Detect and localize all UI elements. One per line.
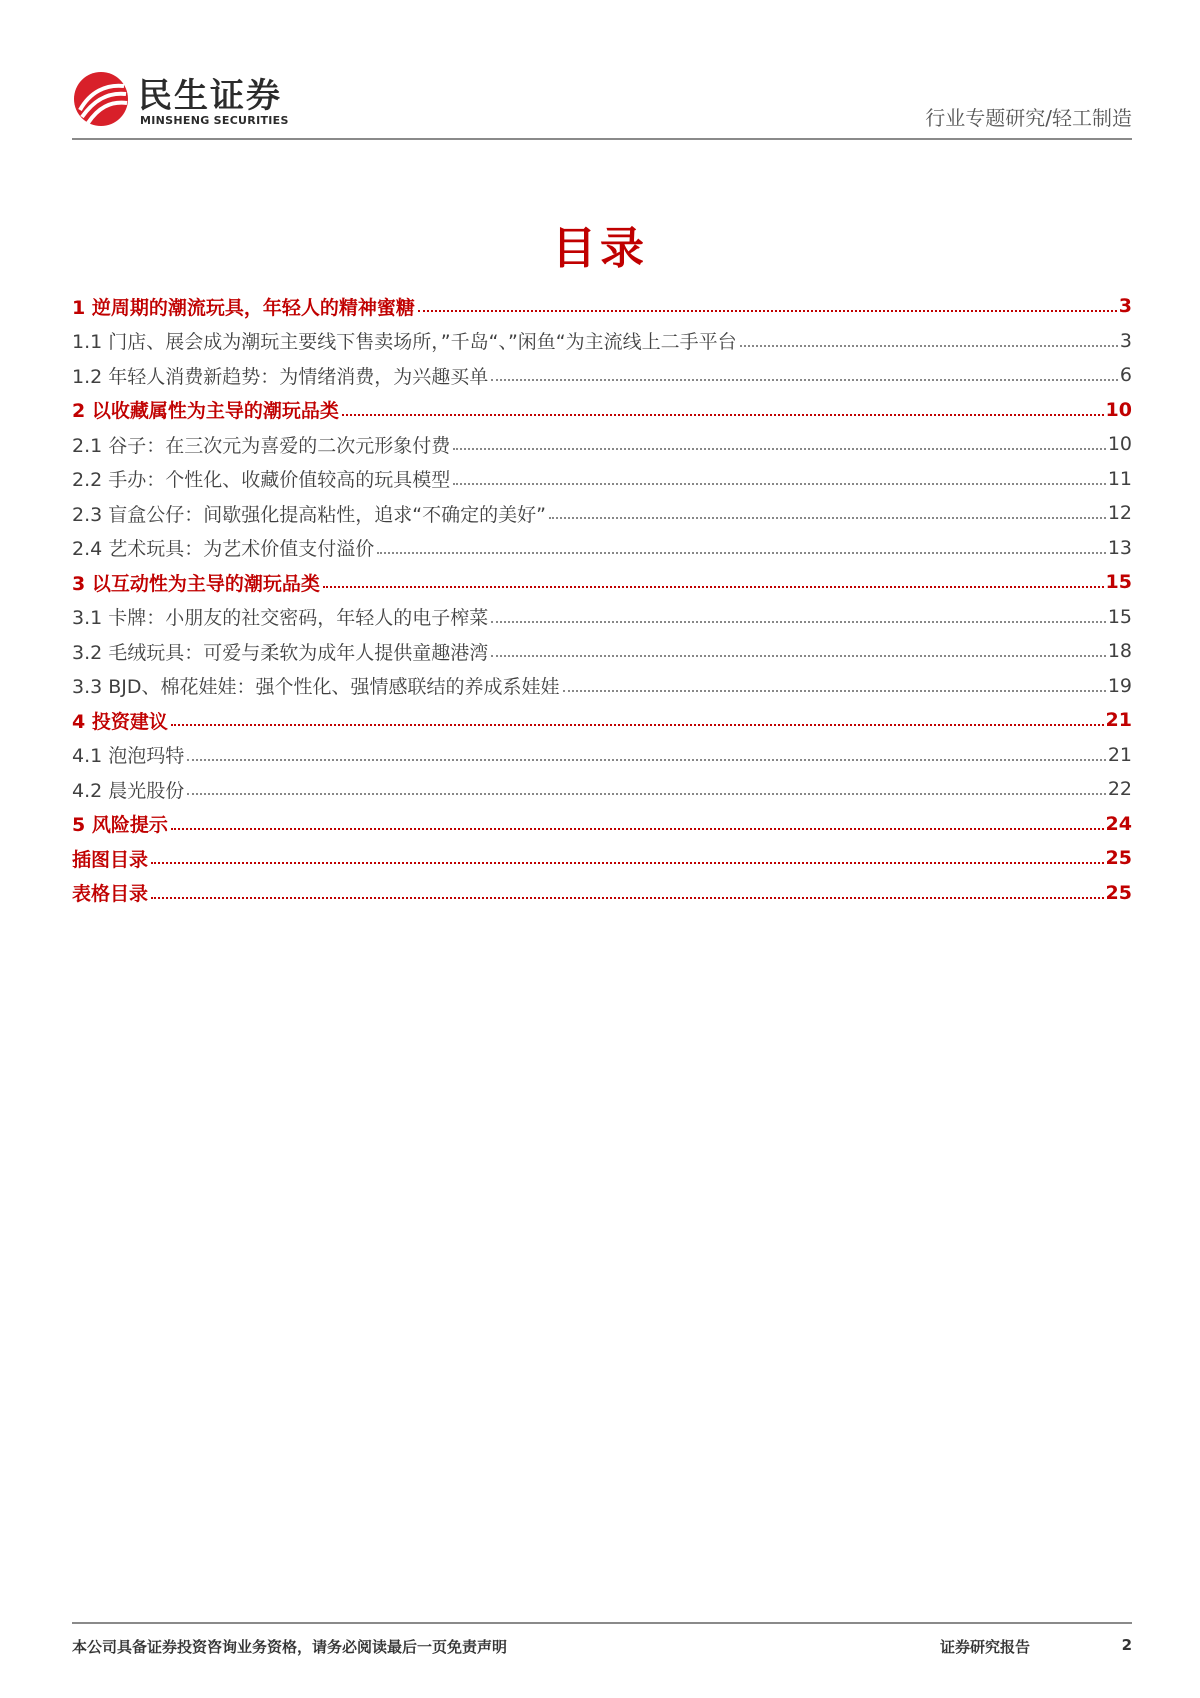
toc-entry-section[interactable]: [72, 703, 1132, 738]
toc-entry-text: 3 以互动性为主导的潮玩品类: [72, 572, 320, 595]
toc-entry-page: 25: [1105, 881, 1132, 904]
toc-leader-dots: [187, 793, 1106, 795]
toc-entry-page: 19: [1107, 674, 1132, 697]
table-of-contents: [72, 289, 1132, 910]
toc-entry-subsection[interactable]: [72, 358, 1132, 393]
toc-entry-text: 表格目录: [72, 883, 149, 906]
toc-entry-page: 22: [1107, 778, 1132, 801]
toc-entry-page: 13: [1107, 536, 1132, 559]
toc-leader-dots: [740, 345, 1118, 347]
brand-name-cn: 民生证券: [138, 76, 282, 116]
footer-divider: [72, 1622, 1132, 1624]
toc-entry-text: 3.1 卡牌：小朋友的社交密码，年轻人的电子榨菜: [72, 607, 489, 630]
toc-entry-subsection[interactable]: [72, 496, 1132, 531]
toc-leader-dots: [491, 655, 1106, 657]
toc-entry-subsection[interactable]: [72, 600, 1132, 635]
toc-leader-dots: [418, 310, 1117, 312]
toc-leader-dots: [453, 448, 1106, 450]
toc-entry-subsection[interactable]: [72, 427, 1132, 462]
toc-entry-text: 4.1 泡泡玛特: [72, 745, 185, 768]
toc-leader-dots: [377, 552, 1106, 554]
toc-leader-dots: [187, 759, 1106, 761]
toc-entry-text: 3.3 BJD、棉花娃娃：强个性化、强情感联结的养成系娃娃: [72, 676, 560, 699]
footer-doc-type: 证券研究报告: [940, 1638, 1031, 1656]
toc-leader-dots: [491, 621, 1106, 623]
page-header: [72, 62, 1132, 138]
toc-entry-page: 15: [1105, 571, 1132, 594]
toc-entry-text: 2.4 艺术玩具：为艺术价值支付溢价: [72, 538, 375, 561]
toc-entry-subsection[interactable]: [72, 634, 1132, 669]
report-type: 行业专题研究/轻工制造: [925, 106, 1132, 130]
toc-leader-dots: [171, 828, 1104, 830]
toc-entry-section[interactable]: [72, 289, 1132, 324]
toc-entry-page: 24: [1105, 812, 1132, 835]
toc-entry-subsection[interactable]: [72, 669, 1132, 704]
toc-entry-page: 18: [1107, 640, 1132, 663]
page-number: 2: [1121, 1636, 1132, 1654]
toc-entry-text: 2.3 盲盒公仔：间歇强化提高粘性，追求“不确定的美好”: [72, 503, 546, 526]
page-title: 目录: [552, 223, 648, 274]
toc-leader-dots: [171, 724, 1104, 726]
toc-entry-subsection[interactable]: [72, 772, 1132, 807]
toc-entry-text: 4 投资建议: [72, 710, 168, 733]
toc-leader-dots: [151, 897, 1104, 899]
toc-entry-subsection[interactable]: [72, 462, 1132, 497]
toc-entry-page: 21: [1107, 743, 1132, 766]
toc-entry-text: 2 以收藏属性为主导的潮玩品类: [72, 400, 339, 423]
toc-leader-dots: [491, 379, 1118, 381]
toc-entry-section[interactable]: [72, 565, 1132, 600]
toc-entry-text: 3.2 毛绒玩具：可爱与柔软为成年人提供童趣港湾: [72, 641, 489, 664]
toc-entry-text: 1.2 年轻人消费新趋势：为情绪消费，为兴趣买单: [72, 365, 489, 388]
toc-entry-page: 10: [1107, 433, 1132, 456]
toc-leader-dots: [342, 414, 1104, 416]
toc-entry-section[interactable]: [72, 841, 1132, 876]
toc-entry-subsection[interactable]: [72, 738, 1132, 773]
toc-entry-text: 1 逆周期的潮流玩具，年轻人的精神蜜糖: [72, 296, 415, 319]
toc-entry-subsection[interactable]: [72, 531, 1132, 566]
minsheng-logo-icon: [72, 70, 130, 128]
toc-entry-page: 11: [1107, 467, 1132, 490]
brand-name-en: MINSHENG SECURITIES: [140, 114, 289, 127]
footer-disclaimer: 本公司具备证券投资咨询业务资格，请务必阅读最后一页免责声明: [72, 1638, 508, 1656]
toc-entry-page: 12: [1107, 502, 1132, 525]
toc-entry-text: 5 风险提示: [72, 814, 168, 837]
toc-entry-section[interactable]: [72, 807, 1132, 842]
toc-entry-page: 15: [1107, 605, 1132, 628]
toc-leader-dots: [549, 517, 1106, 519]
toc-entry-page: 10: [1105, 398, 1132, 421]
toc-entry-page: 21: [1105, 709, 1132, 732]
toc-entry-section[interactable]: [72, 876, 1132, 911]
toc-entry-text: 2.1 谷子：在三次元为喜爱的二次元形象付费: [72, 434, 451, 457]
toc-entry-section[interactable]: [72, 393, 1132, 428]
toc-entry-subsection[interactable]: [72, 324, 1132, 359]
toc-entry-text: 1.1 门店、展会成为潮玩主要线下售卖场所，”千岛“、”闲鱼“为主流线上二手平台: [72, 331, 737, 354]
toc-leader-dots: [453, 483, 1106, 485]
toc-entry-page: 3: [1119, 329, 1132, 352]
toc-entry-page: 25: [1105, 847, 1132, 870]
toc-entry-page: 3: [1118, 295, 1132, 318]
toc-leader-dots: [323, 586, 1104, 588]
toc-leader-dots: [151, 862, 1104, 864]
toc-entry-text: 4.2 晨光股份: [72, 779, 185, 802]
toc-leader-dots: [563, 690, 1106, 692]
toc-entry-page: 6: [1119, 364, 1132, 387]
toc-entry-text: 2.2 手办：个性化、收藏价值较高的玩具模型: [72, 469, 451, 492]
header-divider: [72, 138, 1132, 140]
toc-entry-text: 插图目录: [72, 848, 149, 871]
